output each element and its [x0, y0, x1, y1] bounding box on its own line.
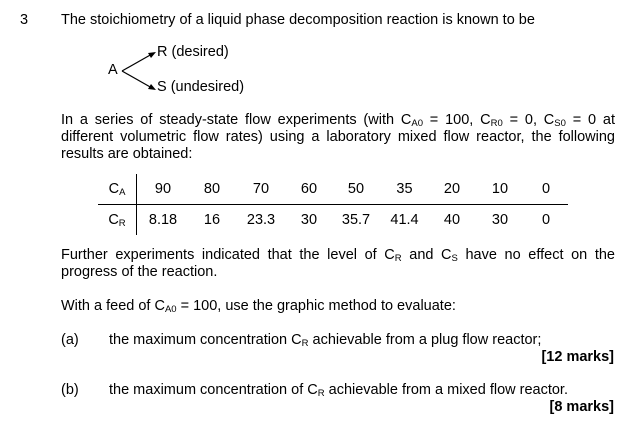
reactant-a: A: [108, 62, 118, 78]
part-b-marks: [8 marks]: [549, 399, 614, 415]
intro-text: The stoichiometry of a liquid phase decomposition reaction is known to be: [61, 12, 535, 28]
row-header-cr: $C_R$: [98, 205, 137, 236]
para3-text: With a feed of $C_{A0} = 100$, use the graphic method to evaluate:: [61, 298, 456, 315]
para1-line1: In a series of steady-state flow experiments (with $C_{A0} = 100$, $C_{R0} = 0$, $C_{S0} = 0$ at: [61, 112, 616, 129]
part-a-label: (a): [61, 332, 79, 348]
table-cell: 10: [476, 174, 524, 205]
part-b-text: the maximum concentration of $C_R$ achievable from a mixed flow reactor.: [109, 382, 568, 399]
table-cell: 70: [235, 174, 287, 205]
para1-line2: different volumetric flow rates) using a laboratory mixed flow reactor, the following: [61, 129, 615, 145]
table-cell: 41.4: [390, 212, 419, 228]
product-desired: R (desired): [157, 44, 229, 60]
reaction-arrows-icon: [118, 50, 160, 92]
table-row: [98, 174, 568, 205]
table-cell: 35: [381, 174, 428, 205]
para2-line2: progress of the reaction.: [61, 264, 218, 280]
product-undesired: S (undesired): [157, 79, 245, 95]
table-cell: 0: [524, 174, 568, 205]
para2-line1: Further experiments indicated that the level of $C_R$ and $C_S$ have no effect on the: [61, 247, 615, 264]
table-cell: 90: [137, 174, 190, 205]
question-number: 3: [20, 12, 29, 28]
table-cell: 30: [491, 212, 509, 228]
table-cell: 40: [443, 212, 461, 228]
table-cell: 80: [189, 174, 235, 205]
part-b-label: (b): [61, 382, 79, 398]
part-a-text: the maximum concentration $C_R$ achievable from a plug flow reactor;: [109, 332, 542, 349]
row-header-ca: $C_A$: [98, 174, 137, 205]
table-cell: 30: [300, 212, 318, 228]
table-cell: 16: [203, 212, 221, 228]
table-cell: 50: [331, 174, 381, 205]
table-cell: 0: [541, 212, 551, 228]
data-table: [98, 174, 568, 235]
part-a-marks: [12 marks]: [541, 349, 614, 365]
table-cell: 35.7: [341, 212, 371, 228]
table-cell: 8.18: [148, 212, 178, 228]
table-cell: 23.3: [246, 212, 276, 228]
table-cell: 60: [287, 174, 331, 205]
table-cell: 20: [428, 174, 476, 205]
para1-line3: results are obtained:: [61, 146, 193, 162]
table-row: [98, 205, 568, 236]
